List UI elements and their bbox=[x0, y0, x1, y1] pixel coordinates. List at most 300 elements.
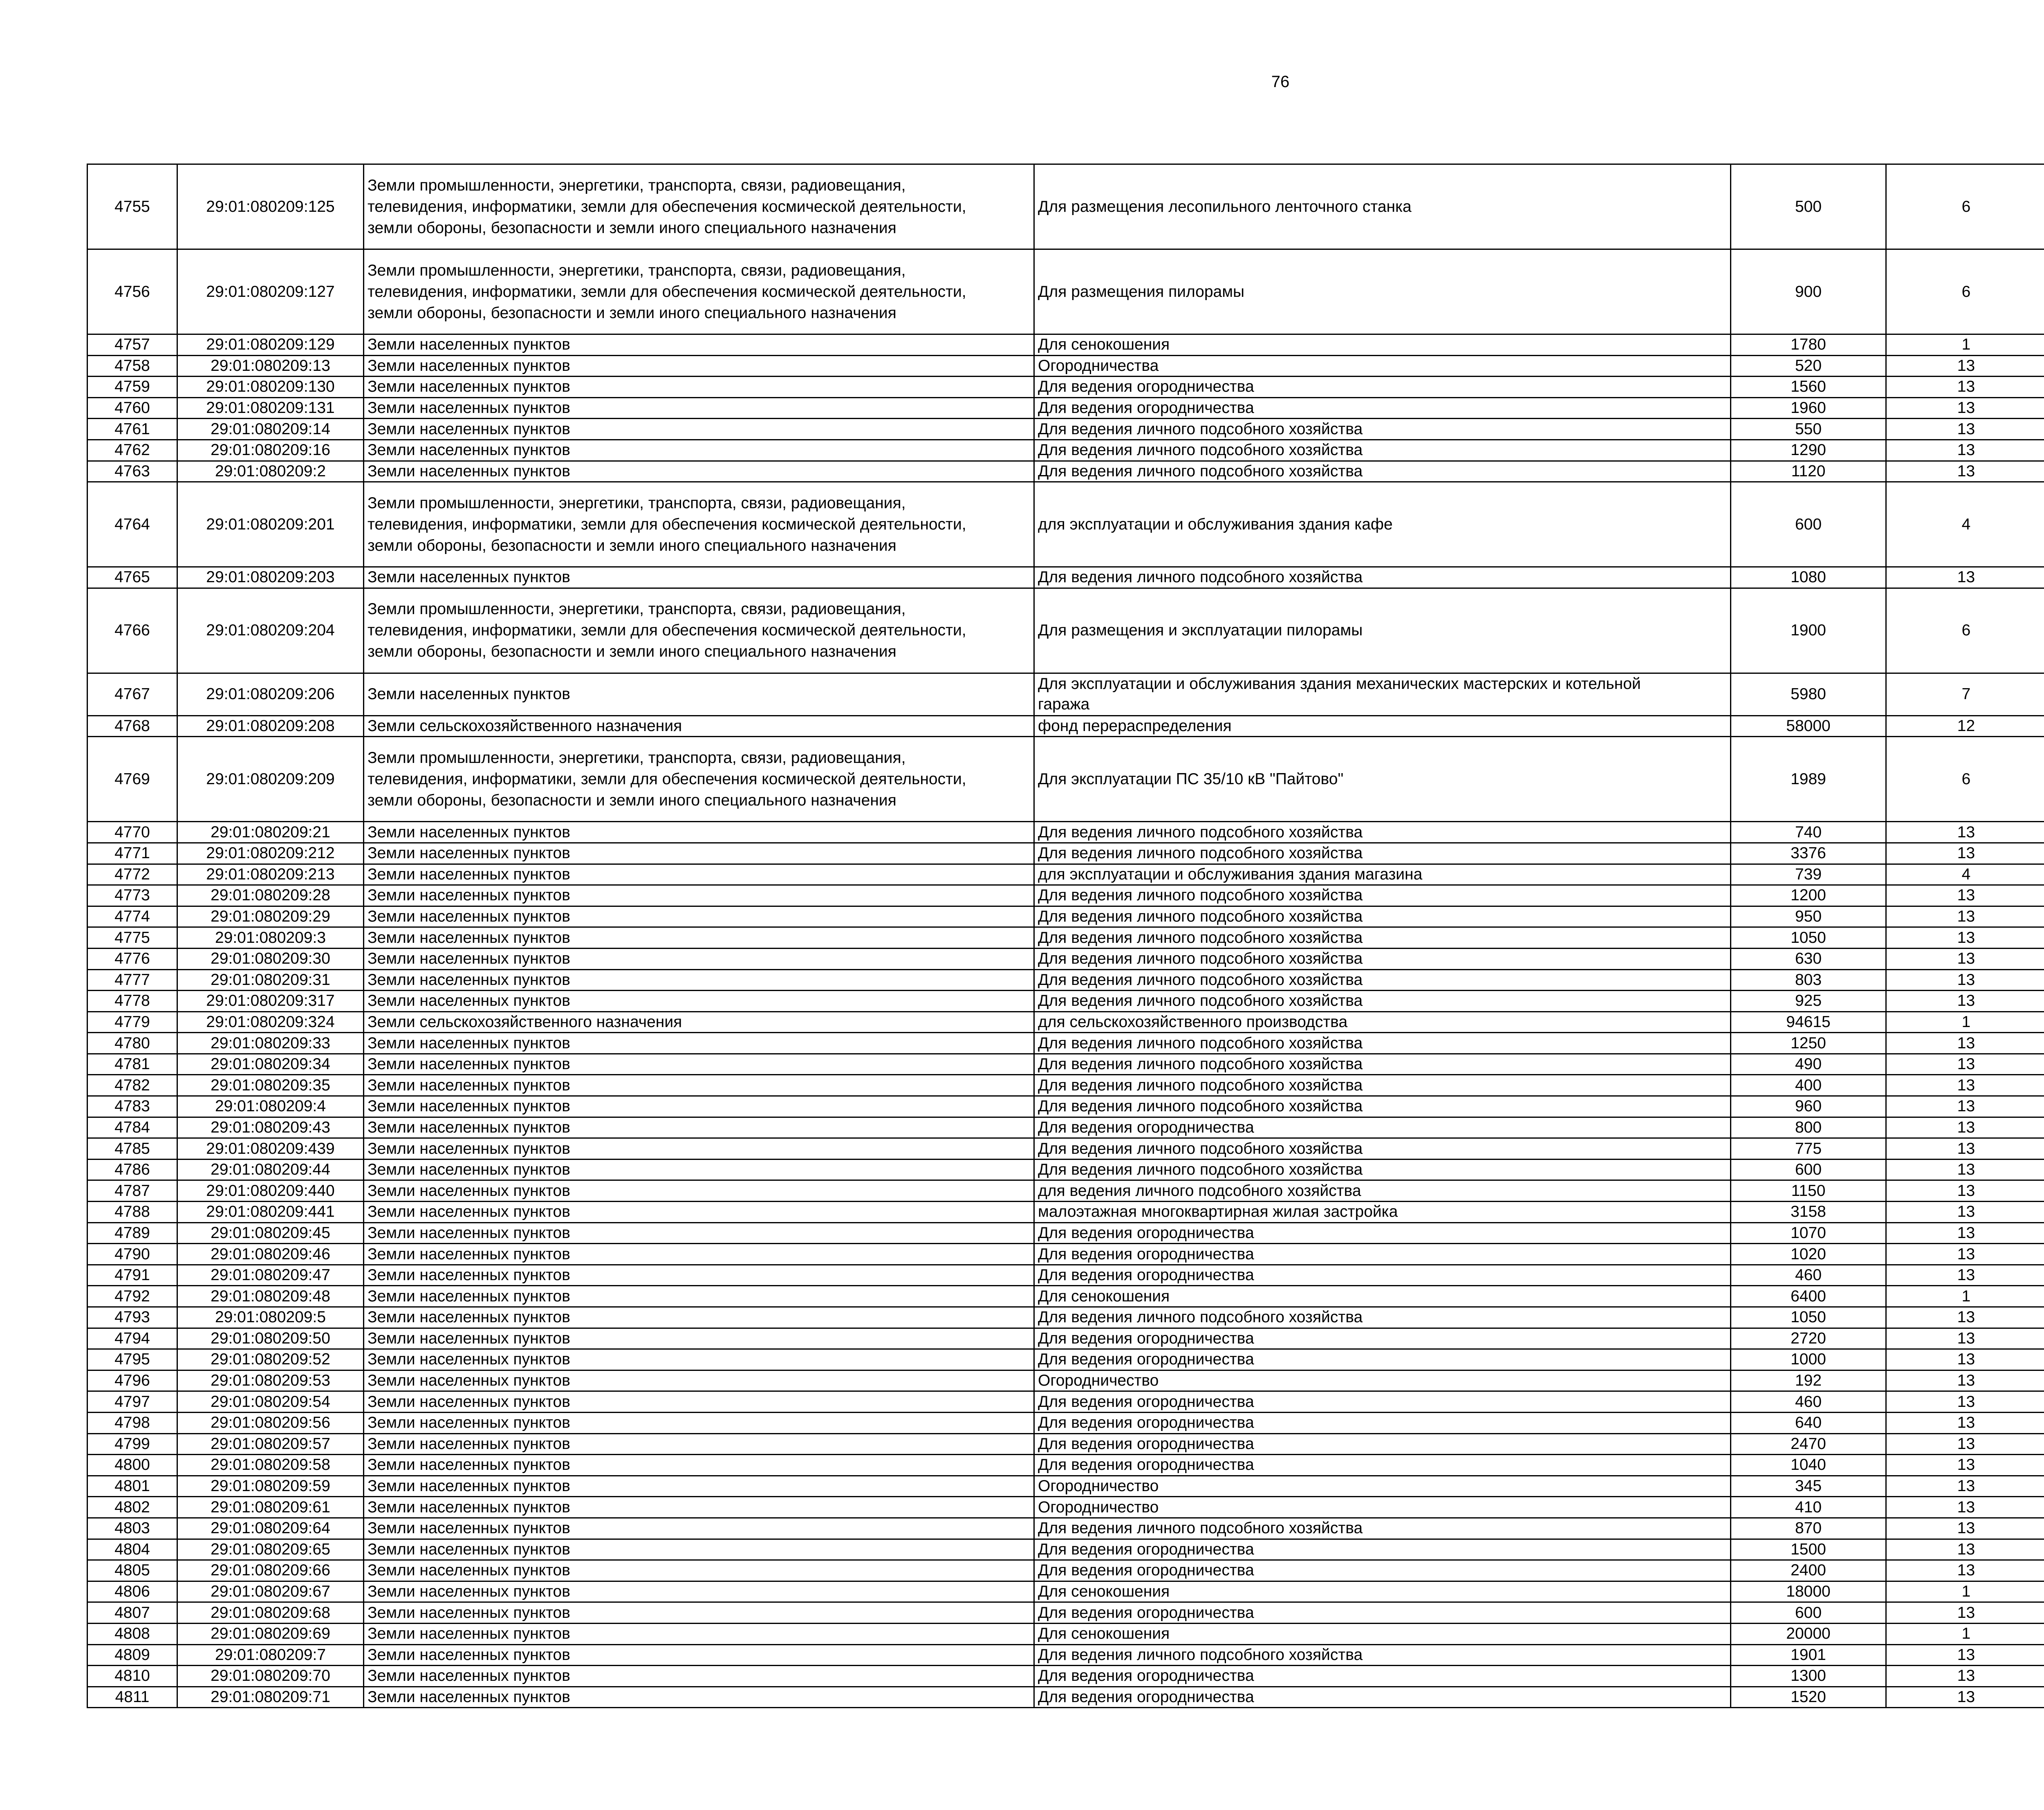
cell-group: 13 bbox=[1886, 1412, 2044, 1433]
cell-cadastral-number: 29:01:080209:53 bbox=[177, 1370, 364, 1391]
cell-cadastral-number: 29:01:080209:69 bbox=[177, 1623, 364, 1644]
cell-permitted-use: Для ведения личного подсобного хозяйства bbox=[1034, 1644, 1731, 1666]
cell-cadastral-number: 29:01:080209:16 bbox=[177, 440, 364, 461]
cell-area: 1070 bbox=[1731, 1222, 1886, 1244]
cell-number: 4765 bbox=[87, 567, 177, 588]
cell-group: 1 bbox=[1886, 1623, 2044, 1644]
cell-land-category: Земли промышленности, энергетики, транспорта, связи, радиовещания, телевидения, информатики, земли для обеспечения космической деятельности, земли обороны, безопасности и земли иного специального назначения bbox=[364, 588, 1034, 673]
cell-permitted-use: Огородничество bbox=[1034, 1497, 1731, 1518]
cell-land-category: Земли населенных пунктов bbox=[364, 991, 1034, 1012]
cell-number: 4784 bbox=[87, 1117, 177, 1138]
cell-land-category: Земли промышленности, энергетики, транспорта, связи, радиовещания, телевидения, информатики, земли для обеспечения космической деятельности, земли обороны, безопасности и земли иного специального назначения bbox=[364, 164, 1034, 249]
cell-group: 13 bbox=[1886, 377, 2044, 398]
table-row bbox=[87, 1222, 2044, 1244]
cell-cadastral-number: 29:01:080209:43 bbox=[177, 1117, 364, 1138]
cell-land-category: Земли промышленности, энергетики, транспорта, связи, радиовещания, телевидения, информатики, земли для обеспечения космической деятельности, земли обороны, безопасности и земли иного специального назначения bbox=[364, 249, 1034, 334]
cell-cadastral-number: 29:01:080209:47 bbox=[177, 1265, 364, 1286]
table-row bbox=[87, 715, 2044, 737]
table-row bbox=[87, 991, 2044, 1012]
cell-cadastral-number: 29:01:080209:13 bbox=[177, 355, 364, 377]
cell-permitted-use: Для ведения личного подсобного хозяйства bbox=[1034, 843, 1731, 864]
table-row bbox=[87, 1202, 2044, 1223]
cell-land-category: Земли населенных пунктов bbox=[364, 461, 1034, 482]
cell-group: 13 bbox=[1886, 397, 2044, 419]
cell-permitted-use: Для ведения огородничества bbox=[1034, 1412, 1731, 1433]
cell-area: 2470 bbox=[1731, 1433, 1886, 1455]
cell-cadastral-number: 29:01:080209:68 bbox=[177, 1602, 364, 1624]
cell-area: 20000 bbox=[1731, 1623, 1886, 1644]
table-row bbox=[87, 355, 2044, 377]
cell-cadastral-number: 29:01:080209:21 bbox=[177, 822, 364, 843]
cell-permitted-use: Для ведения огородничества bbox=[1034, 1265, 1731, 1286]
cell-permitted-use: Для сенокошения bbox=[1034, 1623, 1731, 1644]
cell-land-category: Земли населенных пунктов bbox=[364, 397, 1034, 419]
cell-number: 4779 bbox=[87, 1012, 177, 1033]
cell-land-category: Земли населенных пунктов bbox=[364, 1433, 1034, 1455]
cell-area: 925 bbox=[1731, 991, 1886, 1012]
cell-number: 4777 bbox=[87, 969, 177, 991]
cell-cadastral-number: 29:01:080209:203 bbox=[177, 567, 364, 588]
table-row bbox=[87, 334, 2044, 356]
cell-number: 4785 bbox=[87, 1138, 177, 1160]
cell-area: 1050 bbox=[1731, 927, 1886, 949]
cell-group: 13 bbox=[1886, 885, 2044, 906]
cell-area: 1000 bbox=[1731, 1349, 1886, 1370]
cell-number: 4760 bbox=[87, 397, 177, 419]
cell-number: 4786 bbox=[87, 1159, 177, 1180]
cell-group: 13 bbox=[1886, 1096, 2044, 1117]
cell-cadastral-number: 29:01:080209:56 bbox=[177, 1412, 364, 1433]
cell-permitted-use: Для ведения личного подсобного хозяйства bbox=[1034, 1075, 1731, 1096]
cell-permitted-use: Для ведения личного подсобного хозяйства bbox=[1034, 1054, 1731, 1075]
cell-number: 4795 bbox=[87, 1349, 177, 1370]
table-row bbox=[87, 885, 2044, 906]
cell-cadastral-number: 29:01:080209:52 bbox=[177, 1349, 364, 1370]
cell-cadastral-number: 29:01:080209:30 bbox=[177, 948, 364, 969]
cell-land-category: Земли населенных пунктов bbox=[364, 1497, 1034, 1518]
cell-group: 13 bbox=[1886, 355, 2044, 377]
cell-land-category: Земли населенных пунктов bbox=[364, 1159, 1034, 1180]
cell-permitted-use: Для ведения огородничества bbox=[1034, 1117, 1731, 1138]
table-row bbox=[87, 1581, 2044, 1602]
cell-cadastral-number: 29:01:080209:50 bbox=[177, 1328, 364, 1349]
cell-group: 13 bbox=[1886, 440, 2044, 461]
cell-cadastral-number: 29:01:080209:66 bbox=[177, 1560, 364, 1581]
cell-number: 4804 bbox=[87, 1539, 177, 1560]
cell-number: 4768 bbox=[87, 715, 177, 737]
cell-cadastral-number: 29:01:080209:127 bbox=[177, 249, 364, 334]
cell-permitted-use: Для сенокошения bbox=[1034, 334, 1731, 356]
cell-group: 13 bbox=[1886, 843, 2044, 864]
cell-permitted-use: для ведения личного подсобного хозяйства bbox=[1034, 1180, 1731, 1202]
cell-permitted-use: Для ведения личного подсобного хозяйства bbox=[1034, 1307, 1731, 1328]
cell-area: 1780 bbox=[1731, 334, 1886, 356]
cell-group: 4 bbox=[1886, 864, 2044, 885]
cell-group: 13 bbox=[1886, 1307, 2044, 1328]
cell-area: 739 bbox=[1731, 864, 1886, 885]
cell-land-category: Земли промышленности, энергетики, транспорта, связи, радиовещания, телевидения, информатики, земли для обеспечения космической деятельности, земли обороны, безопасности и земли иного специального назначения bbox=[364, 482, 1034, 567]
table-row bbox=[87, 948, 2044, 969]
cell-group: 13 bbox=[1886, 1328, 2044, 1349]
table-row bbox=[87, 1096, 2044, 1117]
cell-group: 6 bbox=[1886, 164, 2044, 249]
table-row bbox=[87, 1539, 2044, 1560]
table-row bbox=[87, 1412, 2044, 1433]
cell-land-category: Земли населенных пунктов bbox=[364, 906, 1034, 927]
cell-area: 1250 bbox=[1731, 1033, 1886, 1054]
cell-permitted-use: Для сенокошения bbox=[1034, 1581, 1731, 1602]
cell-area: 630 bbox=[1731, 948, 1886, 969]
cell-number: 4810 bbox=[87, 1666, 177, 1687]
cell-permitted-use: Для ведения личного подсобного хозяйства bbox=[1034, 822, 1731, 843]
table-row bbox=[87, 1138, 2044, 1160]
cell-cadastral-number: 29:01:080209:48 bbox=[177, 1286, 364, 1307]
table-row bbox=[87, 737, 2044, 822]
cell-group: 13 bbox=[1886, 567, 2044, 588]
cell-area: 640 bbox=[1731, 1412, 1886, 1433]
cell-number: 4758 bbox=[87, 355, 177, 377]
cell-group: 13 bbox=[1886, 1687, 2044, 1708]
cell-land-category: Земли населенных пунктов bbox=[364, 355, 1034, 377]
table-row bbox=[87, 864, 2044, 885]
cell-number: 4793 bbox=[87, 1307, 177, 1328]
cell-cadastral-number: 29:01:080209:31 bbox=[177, 969, 364, 991]
cell-group: 1 bbox=[1886, 1581, 2044, 1602]
table-row bbox=[87, 1476, 2044, 1497]
cell-number: 4756 bbox=[87, 249, 177, 334]
cell-land-category: Земли населенных пунктов bbox=[364, 419, 1034, 440]
cell-permitted-use: Для ведения личного подсобного хозяйства bbox=[1034, 927, 1731, 949]
cell-group: 13 bbox=[1886, 1349, 2044, 1370]
cell-cadastral-number: 29:01:080209:324 bbox=[177, 1012, 364, 1033]
cell-group: 13 bbox=[1886, 1159, 2044, 1180]
cell-cadastral-number: 29:01:080209:439 bbox=[177, 1138, 364, 1160]
cell-group: 13 bbox=[1886, 1666, 2044, 1687]
cell-cadastral-number: 29:01:080209:441 bbox=[177, 1202, 364, 1223]
cell-area: 1040 bbox=[1731, 1455, 1886, 1476]
table-row bbox=[87, 1117, 2044, 1138]
cell-cadastral-number: 29:01:080209:34 bbox=[177, 1054, 364, 1075]
cell-land-category: Земли населенных пунктов bbox=[364, 1222, 1034, 1244]
cell-cadastral-number: 29:01:080209:130 bbox=[177, 377, 364, 398]
cell-land-category: Земли населенных пунктов bbox=[364, 885, 1034, 906]
cell-group: 13 bbox=[1886, 1265, 2044, 1286]
cell-area: 94615 bbox=[1731, 1012, 1886, 1033]
cell-group: 13 bbox=[1886, 1202, 2044, 1223]
cell-area: 800 bbox=[1731, 1117, 1886, 1138]
cell-land-category: Земли населенных пунктов bbox=[364, 1518, 1034, 1539]
cell-land-category: Земли населенных пунктов bbox=[364, 1244, 1034, 1265]
cell-group: 7 bbox=[1886, 673, 2044, 715]
cell-area: 803 bbox=[1731, 969, 1886, 991]
cell-group: 13 bbox=[1886, 1476, 2044, 1497]
cell-land-category: Земли населенных пунктов bbox=[364, 969, 1034, 991]
cell-area: 1520 bbox=[1731, 1687, 1886, 1708]
table-row bbox=[87, 249, 2044, 334]
cell-permitted-use: Для ведения личного подсобного хозяйства bbox=[1034, 461, 1731, 482]
cell-group: 13 bbox=[1886, 991, 2044, 1012]
cell-permitted-use: Для ведения личного подсобного хозяйства bbox=[1034, 1033, 1731, 1054]
cell-land-category: Земли населенных пунктов bbox=[364, 1328, 1034, 1349]
cell-land-category: Земли населенных пунктов bbox=[364, 1054, 1034, 1075]
cell-land-category: Земли населенных пунктов bbox=[364, 822, 1034, 843]
cell-area: 2720 bbox=[1731, 1328, 1886, 1349]
cell-number: 4763 bbox=[87, 461, 177, 482]
cell-number: 4806 bbox=[87, 1581, 177, 1602]
table-row bbox=[87, 1666, 2044, 1687]
cell-permitted-use: Для ведения огородничества bbox=[1034, 1391, 1731, 1413]
cell-area: 410 bbox=[1731, 1497, 1886, 1518]
cell-land-category: Земли населенных пунктов bbox=[364, 1581, 1034, 1602]
cell-land-category: Земли населенных пунктов bbox=[364, 1307, 1034, 1328]
cell-cadastral-number: 29:01:080209:209 bbox=[177, 737, 364, 822]
cell-land-category: Земли населенных пунктов bbox=[364, 1033, 1034, 1054]
cell-group: 13 bbox=[1886, 1391, 2044, 1413]
cell-group: 12 bbox=[1886, 715, 2044, 737]
cell-area: 345 bbox=[1731, 1476, 1886, 1497]
cell-area: 740 bbox=[1731, 822, 1886, 843]
cell-group: 1 bbox=[1886, 334, 2044, 356]
cell-number: 4773 bbox=[87, 885, 177, 906]
table-row bbox=[87, 1307, 2044, 1328]
table-row bbox=[87, 1370, 2044, 1391]
cell-permitted-use: для эксплуатации и обслуживания здания кафе bbox=[1034, 482, 1731, 567]
cell-land-category: Земли населенных пунктов bbox=[364, 1349, 1034, 1370]
cell-land-category: Земли сельскохозяйственного назначения bbox=[364, 715, 1034, 737]
cell-group: 13 bbox=[1886, 1138, 2044, 1160]
cell-area: 600 bbox=[1731, 482, 1886, 567]
cell-number: 4776 bbox=[87, 948, 177, 969]
cell-land-category: Земли населенных пунктов bbox=[364, 1602, 1034, 1624]
cell-area: 870 bbox=[1731, 1518, 1886, 1539]
cell-permitted-use: Для ведения личного подсобного хозяйства bbox=[1034, 1138, 1731, 1160]
cell-area: 500 bbox=[1731, 164, 1886, 249]
cell-cadastral-number: 29:01:080209:46 bbox=[177, 1244, 364, 1265]
cell-permitted-use: Для ведения огородничества bbox=[1034, 1328, 1731, 1349]
cell-land-category: Земли населенных пунктов bbox=[364, 1623, 1034, 1644]
page-number: 76 bbox=[1271, 73, 1290, 91]
cell-area: 460 bbox=[1731, 1265, 1886, 1286]
table-row bbox=[87, 1455, 2044, 1476]
cell-cadastral-number: 29:01:080209:213 bbox=[177, 864, 364, 885]
cell-group: 13 bbox=[1886, 948, 2044, 969]
cell-area: 1900 bbox=[1731, 588, 1886, 673]
cell-number: 4791 bbox=[87, 1265, 177, 1286]
cell-group: 1 bbox=[1886, 1286, 2044, 1307]
cell-number: 4766 bbox=[87, 588, 177, 673]
table-row bbox=[87, 440, 2044, 461]
cell-cadastral-number: 29:01:080209:14 bbox=[177, 419, 364, 440]
table-row bbox=[87, 482, 2044, 567]
table-row bbox=[87, 164, 2044, 249]
table-row bbox=[87, 1159, 2044, 1180]
cell-number: 4800 bbox=[87, 1455, 177, 1476]
cell-land-category: Земли населенных пунктов bbox=[364, 1687, 1034, 1708]
cell-land-category: Земли населенных пунктов bbox=[364, 377, 1034, 398]
cell-area: 600 bbox=[1731, 1159, 1886, 1180]
table-row bbox=[87, 843, 2044, 864]
cell-number: 4803 bbox=[87, 1518, 177, 1539]
cell-land-category: Земли населенных пунктов bbox=[364, 1666, 1034, 1687]
cell-land-category: Земли сельскохозяйственного назначения bbox=[364, 1012, 1034, 1033]
cell-area: 1050 bbox=[1731, 1307, 1886, 1328]
cell-cadastral-number: 29:01:080209:29 bbox=[177, 906, 364, 927]
cell-group: 13 bbox=[1886, 927, 2044, 949]
cell-cadastral-number: 29:01:080209:54 bbox=[177, 1391, 364, 1413]
cell-group: 13 bbox=[1886, 1054, 2044, 1075]
cell-cadastral-number: 29:01:080209:28 bbox=[177, 885, 364, 906]
cell-permitted-use: Для ведения огородничества bbox=[1034, 1244, 1731, 1265]
cell-cadastral-number: 29:01:080209:67 bbox=[177, 1581, 364, 1602]
cell-number: 4781 bbox=[87, 1054, 177, 1075]
cell-group: 13 bbox=[1886, 1075, 2044, 1096]
cell-land-category: Земли населенных пунктов bbox=[364, 1539, 1034, 1560]
cell-area: 1200 bbox=[1731, 885, 1886, 906]
cell-group: 13 bbox=[1886, 1497, 2044, 1518]
cell-cadastral-number: 29:01:080209:45 bbox=[177, 1222, 364, 1244]
cell-group: 4 bbox=[1886, 482, 2044, 567]
cell-number: 4794 bbox=[87, 1328, 177, 1349]
table-row bbox=[87, 1033, 2044, 1054]
cell-number: 4787 bbox=[87, 1180, 177, 1202]
table-row bbox=[87, 1012, 2044, 1033]
cell-land-category: Земли населенных пунктов bbox=[364, 1476, 1034, 1497]
cell-permitted-use: Для ведения огородничества bbox=[1034, 1560, 1731, 1581]
cell-permitted-use: Огородничество bbox=[1034, 1476, 1731, 1497]
cell-permitted-use: Для ведения личного подсобного хозяйства bbox=[1034, 1096, 1731, 1117]
cell-permitted-use: Для ведения личного подсобного хозяйства bbox=[1034, 1159, 1731, 1180]
cell-permitted-use: Для эксплуатации ПС 35/10 кВ "Пайтово" bbox=[1034, 737, 1731, 822]
cell-number: 4757 bbox=[87, 334, 177, 356]
cell-land-category: Земли населенных пунктов bbox=[364, 334, 1034, 356]
cell-cadastral-number: 29:01:080209:317 bbox=[177, 991, 364, 1012]
cell-area: 1300 bbox=[1731, 1666, 1886, 1687]
table-row bbox=[87, 1687, 2044, 1708]
cell-permitted-use: Для ведения личного подсобного хозяйства bbox=[1034, 906, 1731, 927]
cell-cadastral-number: 29:01:080209:33 bbox=[177, 1033, 364, 1054]
cell-number: 4802 bbox=[87, 1497, 177, 1518]
cell-permitted-use: Огородничество bbox=[1034, 1370, 1731, 1391]
cell-number: 4774 bbox=[87, 906, 177, 927]
cell-permitted-use: Для ведения огородничества bbox=[1034, 1222, 1731, 1244]
cell-land-category: Земли населенных пунктов bbox=[364, 927, 1034, 949]
cell-cadastral-number: 29:01:080209:204 bbox=[177, 588, 364, 673]
cell-group: 13 bbox=[1886, 906, 2044, 927]
cell-number: 4778 bbox=[87, 991, 177, 1012]
cell-land-category: Земли населенных пунктов bbox=[364, 1117, 1034, 1138]
cell-group: 13 bbox=[1886, 969, 2044, 991]
cell-land-category: Земли населенных пунктов bbox=[364, 1286, 1034, 1307]
cell-permitted-use: Для ведения личного подсобного хозяйства bbox=[1034, 440, 1731, 461]
cell-group: 1 bbox=[1886, 1012, 2044, 1033]
table-row bbox=[87, 822, 2044, 843]
cell-area: 1960 bbox=[1731, 397, 1886, 419]
table-row bbox=[87, 377, 2044, 398]
cell-group: 13 bbox=[1886, 1644, 2044, 1666]
cell-group: 13 bbox=[1886, 1117, 2044, 1138]
table-row bbox=[87, 588, 2044, 673]
cell-permitted-use: фонд перераспределения bbox=[1034, 715, 1731, 737]
cell-area: 3376 bbox=[1731, 843, 1886, 864]
cell-permitted-use: Огородничества bbox=[1034, 355, 1731, 377]
cell-cadastral-number: 29:01:080209:35 bbox=[177, 1075, 364, 1096]
cell-group: 13 bbox=[1886, 1244, 2044, 1265]
cell-permitted-use: Для сенокошения bbox=[1034, 1286, 1731, 1307]
cell-area: 1020 bbox=[1731, 1244, 1886, 1265]
cell-area: 1500 bbox=[1731, 1539, 1886, 1560]
cell-number: 4799 bbox=[87, 1433, 177, 1455]
cell-number: 4767 bbox=[87, 673, 177, 715]
cell-land-category: Земли населенных пунктов bbox=[364, 1180, 1034, 1202]
cell-area: 6400 bbox=[1731, 1286, 1886, 1307]
cell-area: 5980 bbox=[1731, 673, 1886, 715]
cell-number: 4783 bbox=[87, 1096, 177, 1117]
cell-number: 4782 bbox=[87, 1075, 177, 1096]
cell-area: 775 bbox=[1731, 1138, 1886, 1160]
cell-cadastral-number: 29:01:080209:206 bbox=[177, 673, 364, 715]
cell-cadastral-number: 29:01:080209:44 bbox=[177, 1159, 364, 1180]
cell-area: 460 bbox=[1731, 1391, 1886, 1413]
table-row bbox=[87, 1560, 2044, 1581]
cell-area: 600 bbox=[1731, 1602, 1886, 1624]
table-row bbox=[87, 927, 2044, 949]
cell-group: 6 bbox=[1886, 249, 2044, 334]
cell-permitted-use: Для размещения лесопильного ленточного станка bbox=[1034, 164, 1731, 249]
cell-cadastral-number: 29:01:080209:129 bbox=[177, 334, 364, 356]
cell-area: 18000 bbox=[1731, 1581, 1886, 1602]
cell-permitted-use: Для ведения личного подсобного хозяйства bbox=[1034, 419, 1731, 440]
cell-land-category: Земли населенных пунктов bbox=[364, 673, 1034, 715]
table-row bbox=[87, 1054, 2044, 1075]
cell-land-category: Земли населенных пунктов bbox=[364, 864, 1034, 885]
cell-area: 1120 bbox=[1731, 461, 1886, 482]
cell-land-category: Земли населенных пунктов bbox=[364, 1370, 1034, 1391]
cell-number: 4764 bbox=[87, 482, 177, 567]
table-row bbox=[87, 1391, 2044, 1413]
cell-land-category: Земли населенных пунктов bbox=[364, 843, 1034, 864]
table-row bbox=[87, 1349, 2044, 1370]
cell-permitted-use: Для ведения огородничества bbox=[1034, 1539, 1731, 1560]
cell-area: 900 bbox=[1731, 249, 1886, 334]
cell-area: 400 bbox=[1731, 1075, 1886, 1096]
table-row bbox=[87, 1497, 2044, 1518]
table-row bbox=[87, 1328, 2044, 1349]
table-row bbox=[87, 1265, 2044, 1286]
cell-area: 1901 bbox=[1731, 1644, 1886, 1666]
cell-permitted-use: Для ведения огородничества bbox=[1034, 1666, 1731, 1687]
cell-cadastral-number: 29:01:080209:65 bbox=[177, 1539, 364, 1560]
table-row bbox=[87, 1623, 2044, 1644]
cell-land-category: Земли населенных пунктов bbox=[364, 1391, 1034, 1413]
cell-number: 4808 bbox=[87, 1623, 177, 1644]
cell-cadastral-number: 29:01:080209:7 bbox=[177, 1644, 364, 1666]
cell-number: 4759 bbox=[87, 377, 177, 398]
cell-permitted-use: Для эксплуатации и обслуживания здания механических мастерских и котельной гаража bbox=[1034, 673, 1731, 715]
cell-number: 4798 bbox=[87, 1412, 177, 1433]
cell-permitted-use: Для ведения огородничества bbox=[1034, 1602, 1731, 1624]
cell-land-category: Земли населенных пунктов bbox=[364, 1075, 1034, 1096]
cell-land-category: Земли населенных пунктов bbox=[364, 1455, 1034, 1476]
cell-group: 6 bbox=[1886, 737, 2044, 822]
cell-number: 4772 bbox=[87, 864, 177, 885]
cell-land-category: Земли населенных пунктов bbox=[364, 1265, 1034, 1286]
cell-cadastral-number: 29:01:080209:4 bbox=[177, 1096, 364, 1117]
cell-cadastral-number: 29:01:080209:3 bbox=[177, 927, 364, 949]
table-row bbox=[87, 1286, 2044, 1307]
cell-area: 1290 bbox=[1731, 440, 1886, 461]
cell-group: 13 bbox=[1886, 1518, 2044, 1539]
cell-cadastral-number: 29:01:080209:5 bbox=[177, 1307, 364, 1328]
